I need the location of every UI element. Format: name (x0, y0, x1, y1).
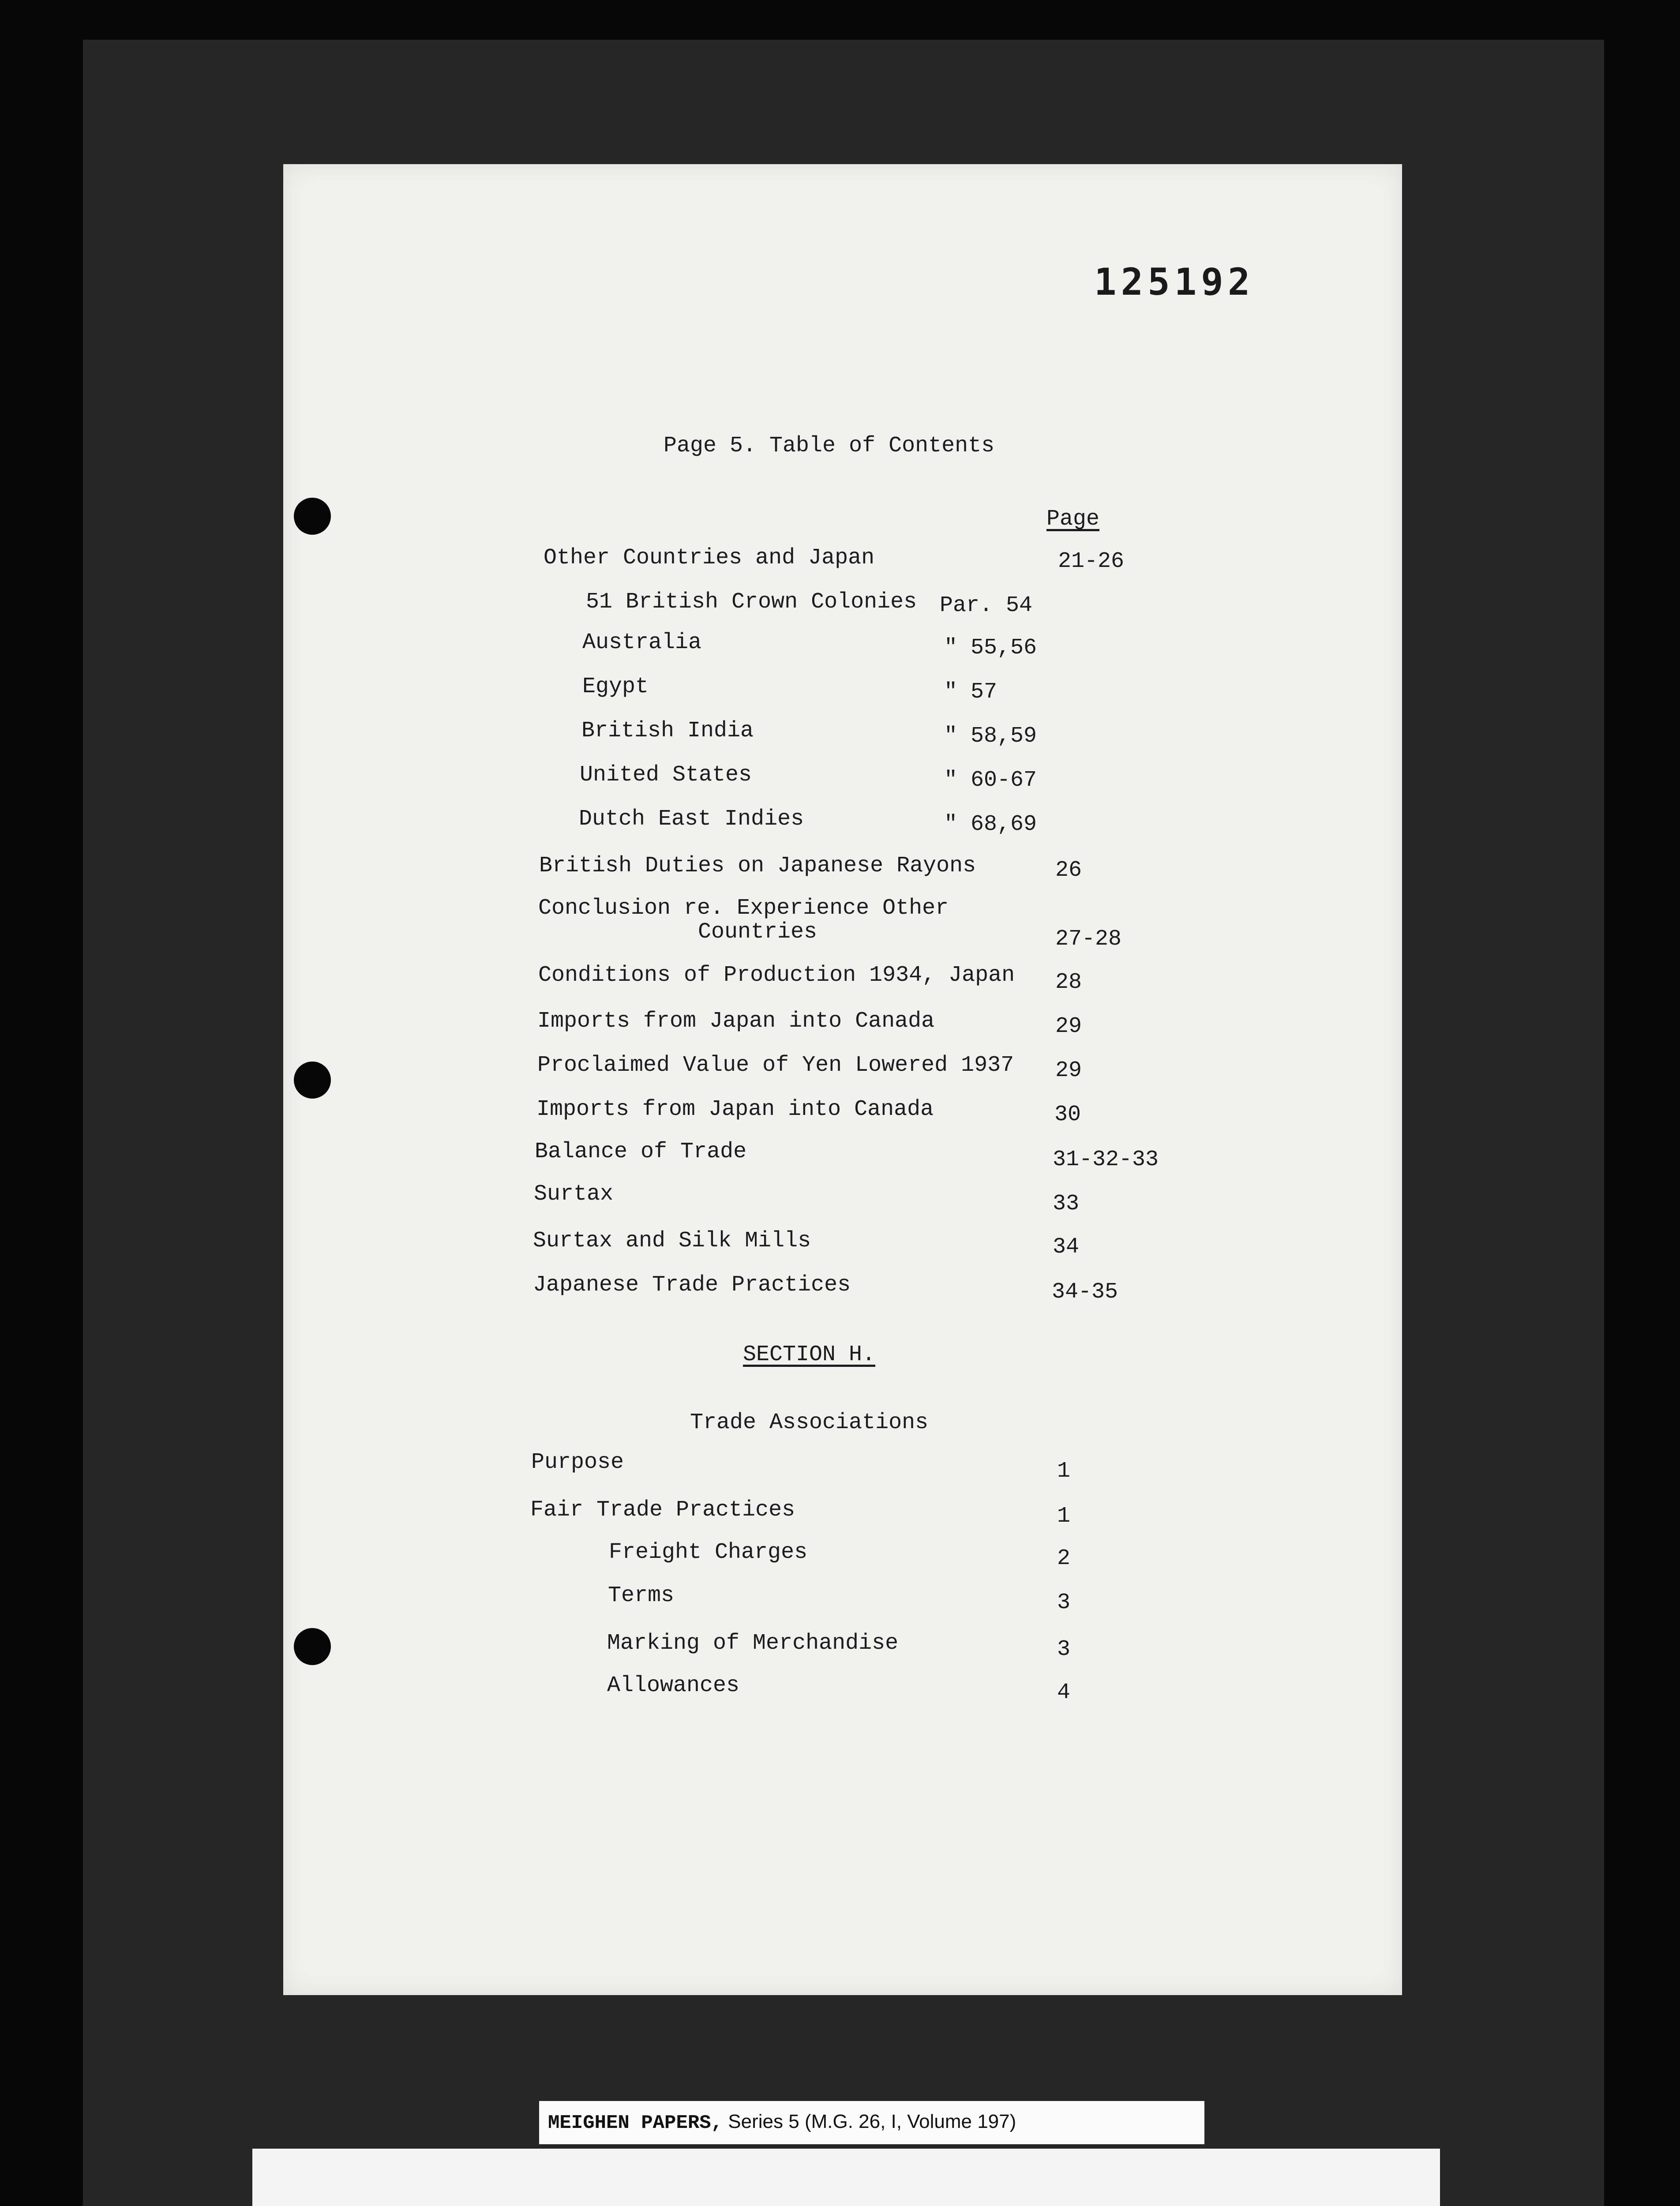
toc-label: Australia (582, 630, 702, 655)
toc-page: 29 (1055, 1014, 1082, 1039)
toc-label: Conditions of Production 1934, Japan (538, 963, 1015, 988)
toc-page: 28 (1055, 970, 1082, 995)
collection-name: MEIGHEN PAPERS, (548, 2112, 723, 2134)
toc-label: United States (580, 762, 752, 788)
document-number-stamp: 125192 (1094, 260, 1255, 304)
toc-page: 34-35 (1052, 1279, 1118, 1305)
toc-label: Other Countries and Japan (544, 545, 875, 570)
toc-ref: " 55,56 (944, 635, 1037, 660)
toc-label: Dutch East Indies (579, 807, 804, 832)
toc-page: 21-26 (1058, 549, 1125, 574)
toc-ref: " 60-67 (944, 768, 1037, 793)
section-page: 1 (1057, 1459, 1071, 1484)
archives-card (252, 2149, 1440, 2206)
section-label: Fair Trade Practices (530, 1497, 795, 1523)
page-header: Page 5. Table of Contents (664, 433, 995, 458)
section-label: Marking of Merchandise (607, 1631, 899, 1656)
toc-label: British Duties on Japanese Rayons (539, 853, 976, 878)
section-label: Purpose (531, 1450, 624, 1475)
toc-label-continued: Countries (698, 919, 818, 945)
toc-ref: " 58,59 (944, 724, 1037, 749)
page-column-heading: Page (1046, 506, 1100, 532)
toc-ref: " 57 (944, 679, 998, 705)
toc-ref: Par. 54 (940, 593, 1033, 618)
toc-label: Proclaimed Value of Yen Lowered 1937 (537, 1053, 1014, 1078)
toc-page: 26 (1055, 858, 1082, 883)
toc-page: 34 (1053, 1234, 1080, 1260)
section-label: Allowances (607, 1673, 740, 1698)
section-label: Freight Charges (609, 1540, 808, 1565)
section-label: Terms (608, 1583, 675, 1608)
collection-label (539, 2101, 1204, 2144)
punch-hole-middle (294, 1062, 331, 1099)
toc-page: 27-28 (1055, 927, 1122, 952)
section-page: 3 (1057, 1637, 1071, 1662)
toc-label: Imports from Japan into Canada (536, 1097, 934, 1122)
section-page: 1 (1057, 1504, 1071, 1529)
section-subtitle: Trade Associations (690, 1410, 929, 1435)
toc-label: Balance of Trade (535, 1139, 747, 1164)
section-title: SECTION H. (743, 1342, 876, 1367)
punch-hole-bottom (294, 1628, 331, 1665)
toc-label: British India (581, 718, 754, 743)
toc-label: Conclusion re. Experience Other (538, 896, 949, 921)
section-page: 2 (1057, 1546, 1071, 1571)
toc-label: 51 British Crown Colonies (586, 589, 917, 615)
toc-page: 30 (1054, 1102, 1081, 1127)
toc-ref: " 68,69 (944, 812, 1037, 837)
collection-details: Series 5 (M.G. 26, I, Volume 197) (723, 2111, 1016, 2132)
toc-label: Surtax (534, 1182, 614, 1207)
section-page: 3 (1057, 1590, 1071, 1615)
toc-page: 31-32-33 (1053, 1147, 1159, 1172)
punch-hole-top (294, 498, 331, 535)
toc-label: Surtax and Silk Mills (533, 1228, 811, 1253)
section-page: 4 (1057, 1680, 1071, 1705)
toc-label: Japanese Trade Practices (533, 1272, 851, 1298)
toc-page: 33 (1053, 1191, 1080, 1216)
toc-page: 29 (1055, 1058, 1082, 1083)
toc-label: Imports from Japan into Canada (537, 1009, 935, 1034)
toc-label: Egypt (582, 674, 649, 699)
